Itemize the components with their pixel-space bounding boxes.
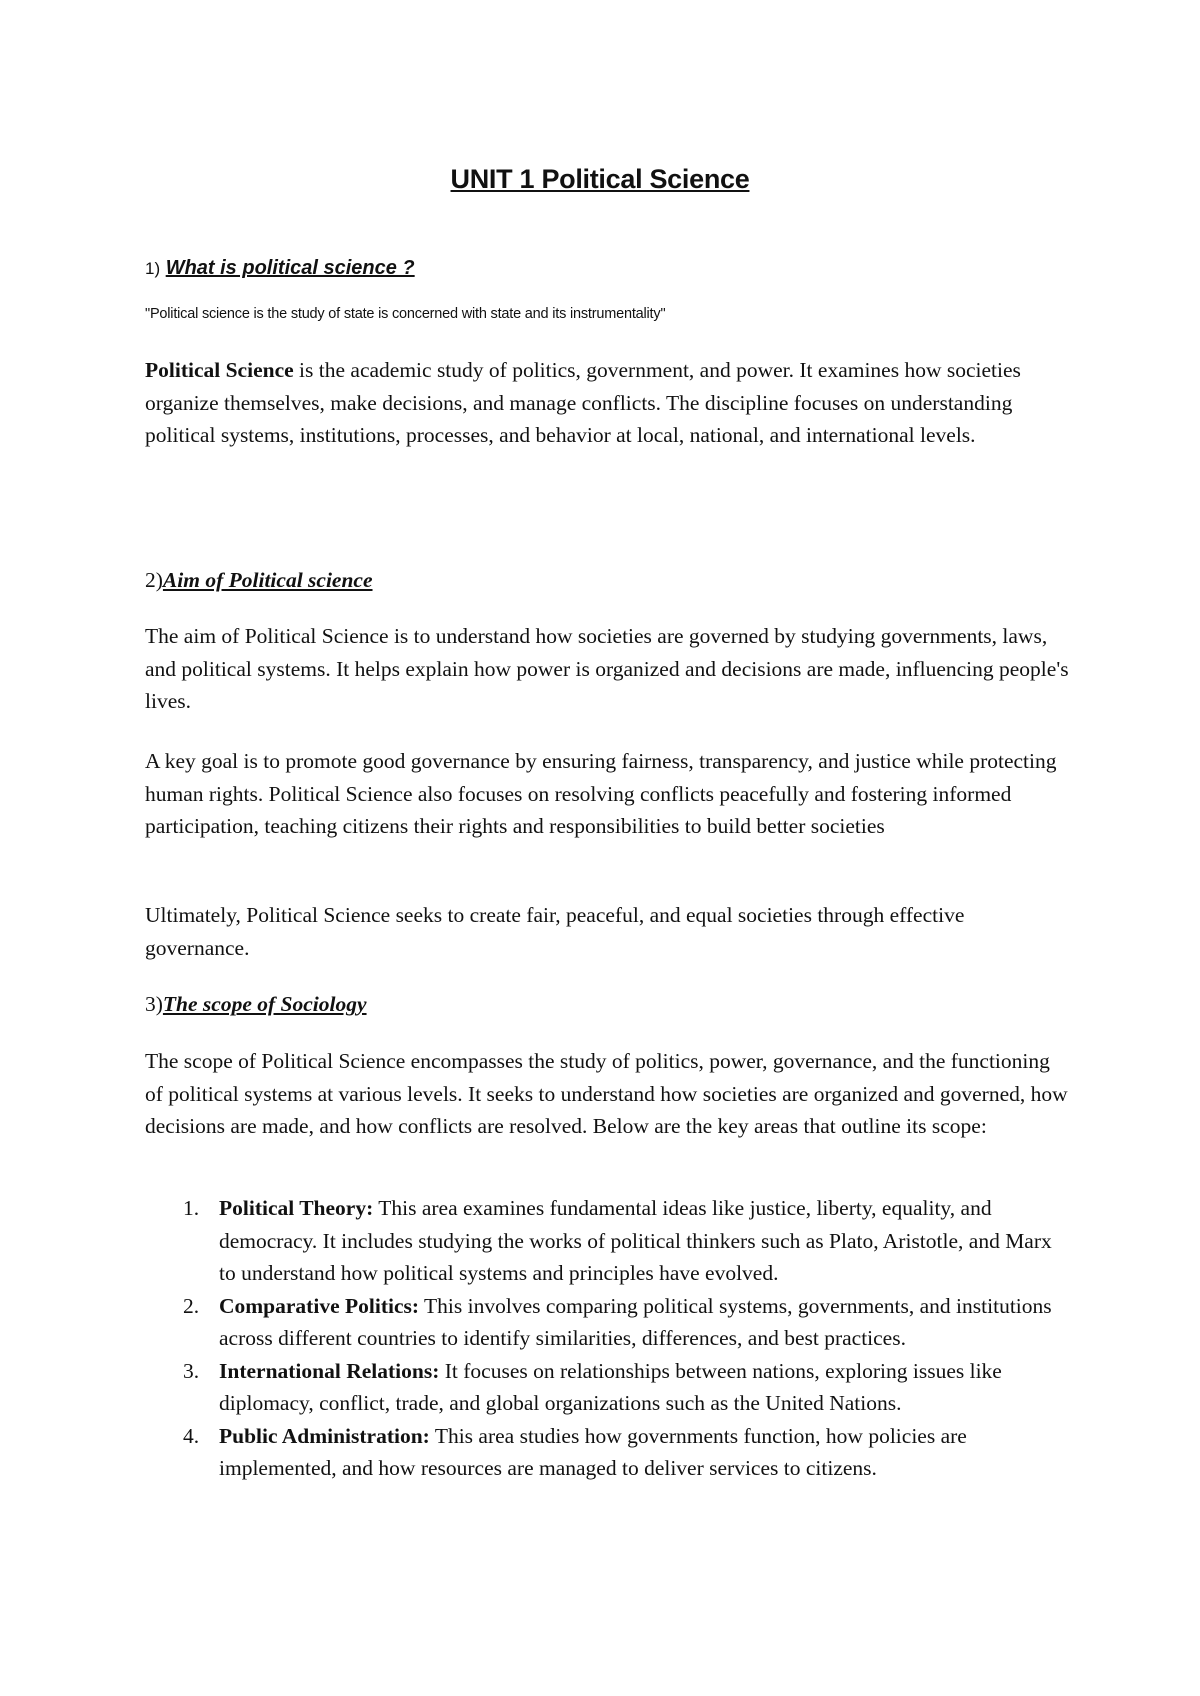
section-number: 3) (145, 992, 163, 1016)
section-number: 1) (145, 259, 161, 278)
list-item-term: Public Administration: (219, 1423, 430, 1448)
section-heading-text: The scope of Sociology (162, 992, 367, 1016)
list-item (145, 1290, 1070, 1355)
list-item-term: International Relations: (219, 1358, 440, 1383)
section-2-paragraph-2: A key goal is to promote good governance by ensuring fairness, transparency, and justice while protecting human rights. Political Science also focuses on resolving conflicts peacefully and fostering informed participation, teaching citizens their rights and responsibilities to build better societies (145, 749, 1057, 838)
list-item-text: This area examines fundamental ideas like justice, liberty, equality, and democracy. It includes studying the works of political thinkers such as Plato, Aristotle, and Marx to understand how political systems and principles have evolved. (219, 1196, 1052, 1285)
list-item-term: Political Theory: (219, 1196, 374, 1220)
list-item (145, 1355, 1070, 1420)
paragraph-text: is the academic study of politics, government, and power. It examines how societies organize themselves, make decisions, and manage conflicts. The discipline focuses on understanding political systems, institutions, processes, and behavior at local, national, and international levels. (145, 358, 1021, 447)
section-1-heading (145, 257, 415, 280)
section-3-intro: The scope of Political Science encompasses the study of politics, power, governance, and the functioning of political systems at various levels. It seeks to understand how societies are organized and governed, how decisions are made, and how conflicts are resolved. Below are the key areas that outline its scope: (145, 1049, 1068, 1138)
list-number: 2. (183, 1293, 200, 1318)
list-item-text: This involves comparing political systems, governments, and institutions across different countries to identify similarities, differences, and best practices. (219, 1293, 1052, 1350)
section-2-heading (145, 568, 373, 593)
list-item (145, 1192, 1070, 1290)
list-number: 3. (183, 1358, 200, 1383)
page-title: UNIT 1 Political Science (450, 164, 750, 194)
list-number: 4. (183, 1423, 200, 1448)
section-1-paragraph (145, 354, 1070, 452)
list-item-text: It focuses on relationships between nations, exploring issues like diplomacy, conflict, trade, and global organizations such as the United Nations. (219, 1358, 1002, 1415)
section-2-paragraph-3: Ultimately, Political Science seeks to create fair, peaceful, and equal societies through effective governance. (145, 903, 965, 960)
scope-list (145, 1192, 1070, 1485)
list-item-term: Comparative Politics: (219, 1293, 420, 1318)
definition-quote: "Political science is the study of state is concerned with state and its instrumentality" (145, 306, 666, 322)
section-heading-text: Aim of Political science (162, 568, 373, 592)
section-heading-text: What is political science ? (165, 257, 415, 279)
bold-term: Political Science (145, 358, 294, 382)
section-2-paragraph-1: The aim of Political Science is to understand how societies are governed by studying governments, laws, and political systems. It helps explain how power is organized and decisions are made, influencing people's lives. (145, 624, 1069, 713)
list-number: 1. (183, 1196, 200, 1220)
list-item-text: This area studies how governments function, how policies are implemented, and how resources are managed to deliver services to citizens. (219, 1423, 967, 1480)
list-item (145, 1420, 1070, 1485)
section-3-heading (145, 992, 367, 1017)
section-number: 2) (145, 568, 163, 592)
